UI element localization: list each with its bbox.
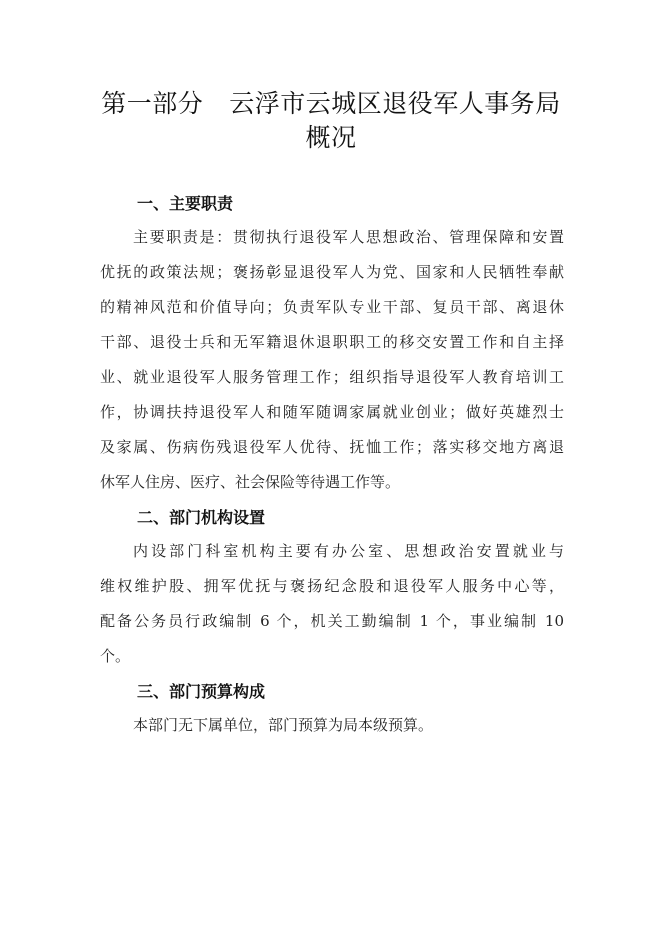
- paragraph-line: 本部门无下属单位，部门预算为局本级预算。: [133, 716, 434, 734]
- section-heading-main-duties: 一、主要职责: [137, 194, 234, 213]
- paragraph-line: 休军人住房、医疗、社会保险等待遇工作等。: [100, 473, 401, 491]
- section-heading-org-structure: 二、部门机构设置: [137, 508, 266, 527]
- paragraph-line: 优抚的政策法规；褒扬彰显退役军人为党、国家和人民牺牲奉献: [100, 263, 564, 281]
- paragraph-line: 内设部门科室机构主要有办公室、思想政治安置就业与: [133, 542, 564, 560]
- paragraph-line: 作，协调扶持退役军人和随军随调家属就业创业；做好英雄烈士: [100, 403, 564, 421]
- title-part-label: 第一部分: [101, 89, 204, 118]
- paragraph-line: 及家属、伤病伤残退役军人优待、抚恤工作；落实移交地方离退: [100, 438, 564, 456]
- paragraph-line: 业、就业退役军人服务管理工作；组织指导退役军人教育培训工: [100, 368, 564, 386]
- paragraph-line: 维权维护股、拥军优抚与褒扬纪念股和退役军人服务中心等，: [100, 577, 564, 595]
- paragraph-line: 主要职责是：贯彻执行退役军人思想政治、管理保障和安置: [133, 228, 564, 246]
- paragraph-line: 的精神风范和价值导向；负责军队专业干部、复员干部、离退休: [100, 298, 564, 316]
- page-title-line2: 概况: [305, 123, 357, 152]
- paragraph-line: 个。: [100, 647, 131, 665]
- paragraph-line: 配备公务员行政编制 6 个，机关工勤编制 1 个，事业编制 10: [100, 612, 564, 630]
- title-org-name: 云浮市云城区退役军人事务局: [229, 89, 561, 118]
- paragraph-line: 干部、退役士兵和无军籍退休退职职工的移交安置工作和自主择: [100, 333, 564, 351]
- page-title-line1: [0, 84, 662, 120]
- section-heading-budget-composition: 三、部门预算构成: [137, 682, 266, 701]
